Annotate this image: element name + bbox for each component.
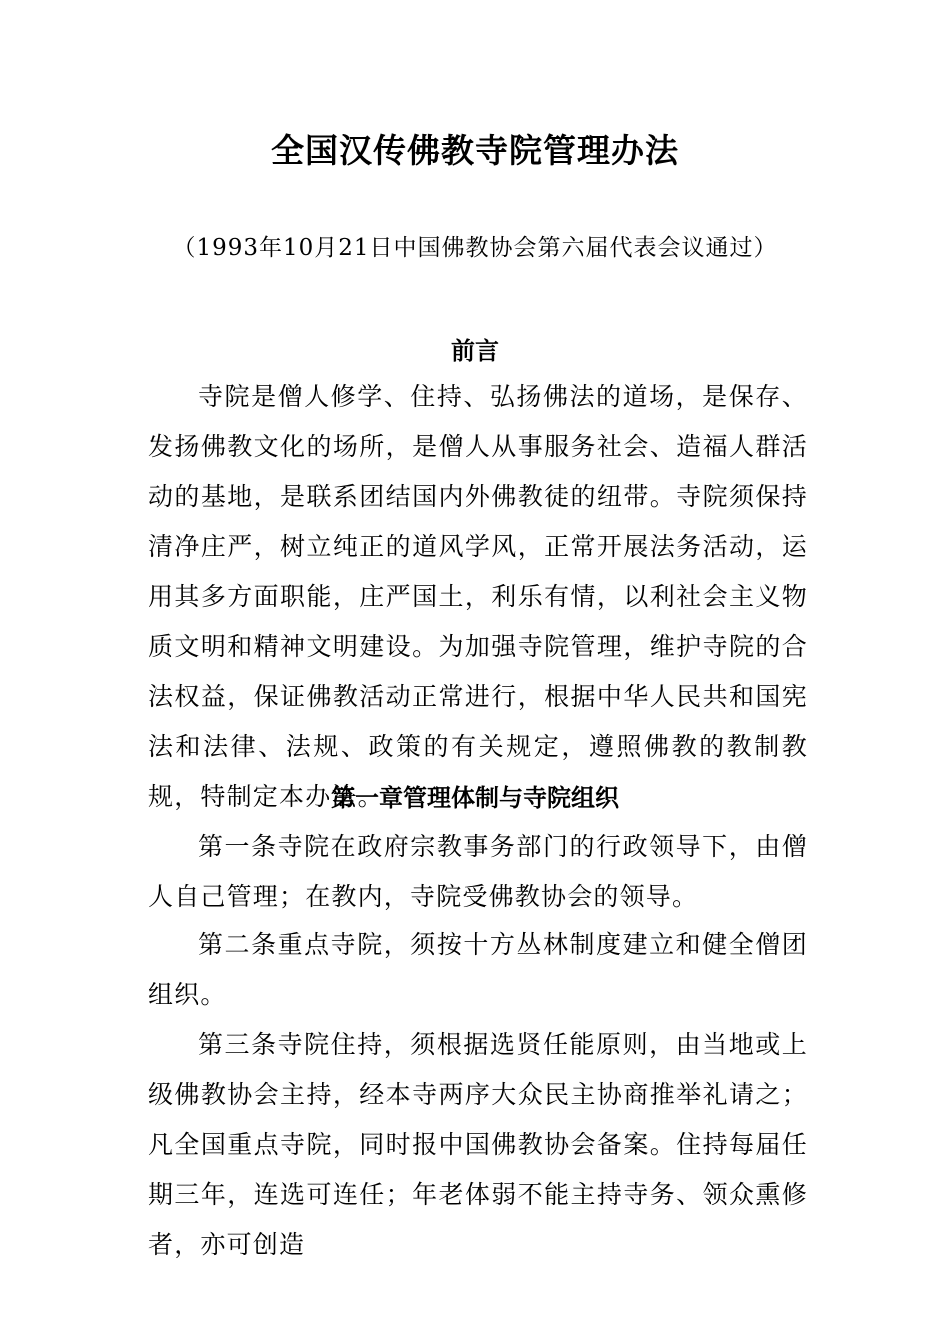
article-2-paragraph: 第二条重点寺院，须按十方丛林制度建立和健全僧团组织。: [148, 930, 808, 1009]
preface-paragraph: 寺院是僧人修学、住持、弘扬佛法的道场，是保存、发扬佛教文化的场所，是僧人从事服务社会、造福人群活动的基地，是联系团结国内外佛教徒的纽带。寺院须保持清净庄严，树立纯正的道风学风，正常开展法务活动，运用其多方面职能，庄严国土，利乐有情，以利社会主义物质文明和精神文明建设。为加强寺院管理，维护寺院的合法权益，保证佛教活动正常进行，根据中华人民共和国宪法和法律、法规、政策的有关规定，遵照佛教的教制教规，特制定本办法。: [148, 382, 808, 811]
article-3-paragraph: 第三条寺院住持，须根据选贤任能原则，由当地或上级佛教协会主持，经本寺两序大众民主协商推举礼请之；凡全国重点寺院，同时报中国佛教协会备案。住持每届任期三年，连选可连任；年老体弱不能主持寺务、领众熏修者，亦可创造: [148, 1030, 808, 1259]
article-1-paragraph: 第一条寺院在政府宗教事务部门的行政领导下，由僧人自己管理；在教内，寺院受佛教协会的领导。: [148, 832, 808, 911]
chapter-1-heading: 第一章管理体制与寺院组织: [331, 784, 619, 812]
preface-heading: 前言: [451, 337, 499, 365]
document-subtitle: （1993年10月21日中国佛教协会第六届代表会议通过）: [172, 235, 778, 261]
document-title: 全国汉传佛教寺院管理办法: [271, 131, 679, 170]
